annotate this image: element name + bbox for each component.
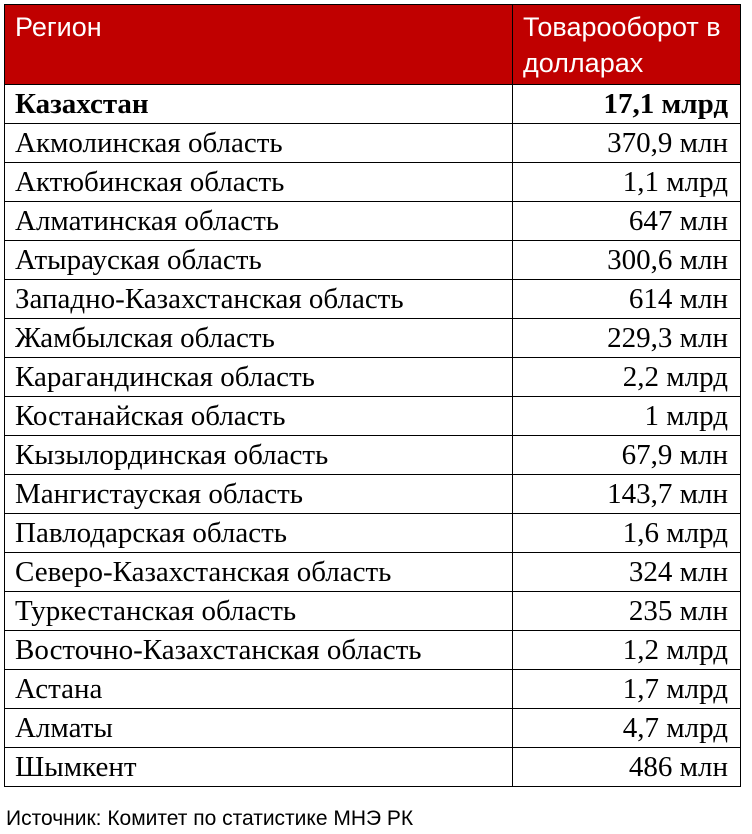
header-turnover: Товарооборот в долларах	[513, 5, 741, 85]
cell-value: 1,7 млрд	[513, 670, 741, 709]
cell-value: 4,7 млрд	[513, 709, 741, 748]
cell-value: 67,9 млн	[513, 436, 741, 475]
cell-value: 1,6 млрд	[513, 514, 741, 553]
cell-region: Шымкент	[5, 748, 513, 787]
source-note: Источник: Комитет по статистике МНЭ РК	[6, 807, 414, 830]
table-row	[5, 748, 741, 787]
cell-region: Западно-Казахстанская область	[5, 280, 513, 319]
cell-region: Туркестанская область	[5, 592, 513, 631]
table-row-total	[5, 85, 741, 124]
cell-value: 143,7 млн	[513, 475, 741, 514]
cell-region: Алматинская область	[5, 202, 513, 241]
table-row	[5, 358, 741, 397]
table-row	[5, 163, 741, 202]
table-row	[5, 514, 741, 553]
cell-value: 1,2 млрд	[513, 631, 741, 670]
table-row	[5, 631, 741, 670]
cell-region: Жамбылская область	[5, 319, 513, 358]
cell-region: Актюбинская область	[5, 163, 513, 202]
cell-region: Павлодарская область	[5, 514, 513, 553]
cell-value: 486 млн	[513, 748, 741, 787]
cell-region: Акмолинская область	[5, 124, 513, 163]
table-row	[5, 241, 741, 280]
cell-value: 370,9 млн	[513, 124, 741, 163]
cell-value: 17,1 млрд	[513, 85, 741, 124]
table-row	[5, 709, 741, 748]
cell-region: Мангистауская область	[5, 475, 513, 514]
cell-value: 1 млрд	[513, 397, 741, 436]
table-row	[5, 319, 741, 358]
table-row	[5, 124, 741, 163]
cell-region: Астана	[5, 670, 513, 709]
table-row	[5, 553, 741, 592]
header-region: Регион	[5, 5, 513, 85]
table-body	[5, 85, 741, 787]
trade-turnover-table	[4, 4, 741, 787]
table-row	[5, 592, 741, 631]
cell-region: Костанайская область	[5, 397, 513, 436]
table-row	[5, 436, 741, 475]
trade-turnover-table-container	[4, 4, 740, 787]
cell-value: 647 млн	[513, 202, 741, 241]
cell-region: Алматы	[5, 709, 513, 748]
cell-value: 614 млн	[513, 280, 741, 319]
table-header-row	[5, 5, 741, 85]
cell-region: Восточно-Казахстанская область	[5, 631, 513, 670]
cell-value: 2,2 млрд	[513, 358, 741, 397]
cell-region: Казахстан	[5, 85, 513, 124]
cell-region: Карагандинская область	[5, 358, 513, 397]
table-row	[5, 202, 741, 241]
table-row	[5, 397, 741, 436]
cell-value: 324 млн	[513, 553, 741, 592]
table-row	[5, 670, 741, 709]
cell-region: Северо-Казахстанская область	[5, 553, 513, 592]
table-row	[5, 475, 741, 514]
cell-value: 229,3 млн	[513, 319, 741, 358]
cell-value: 235 млн	[513, 592, 741, 631]
cell-region: Атырауская область	[5, 241, 513, 280]
cell-value: 1,1 млрд	[513, 163, 741, 202]
cell-value: 300,6 млн	[513, 241, 741, 280]
cell-region: Кызылординская область	[5, 436, 513, 475]
table-row	[5, 280, 741, 319]
